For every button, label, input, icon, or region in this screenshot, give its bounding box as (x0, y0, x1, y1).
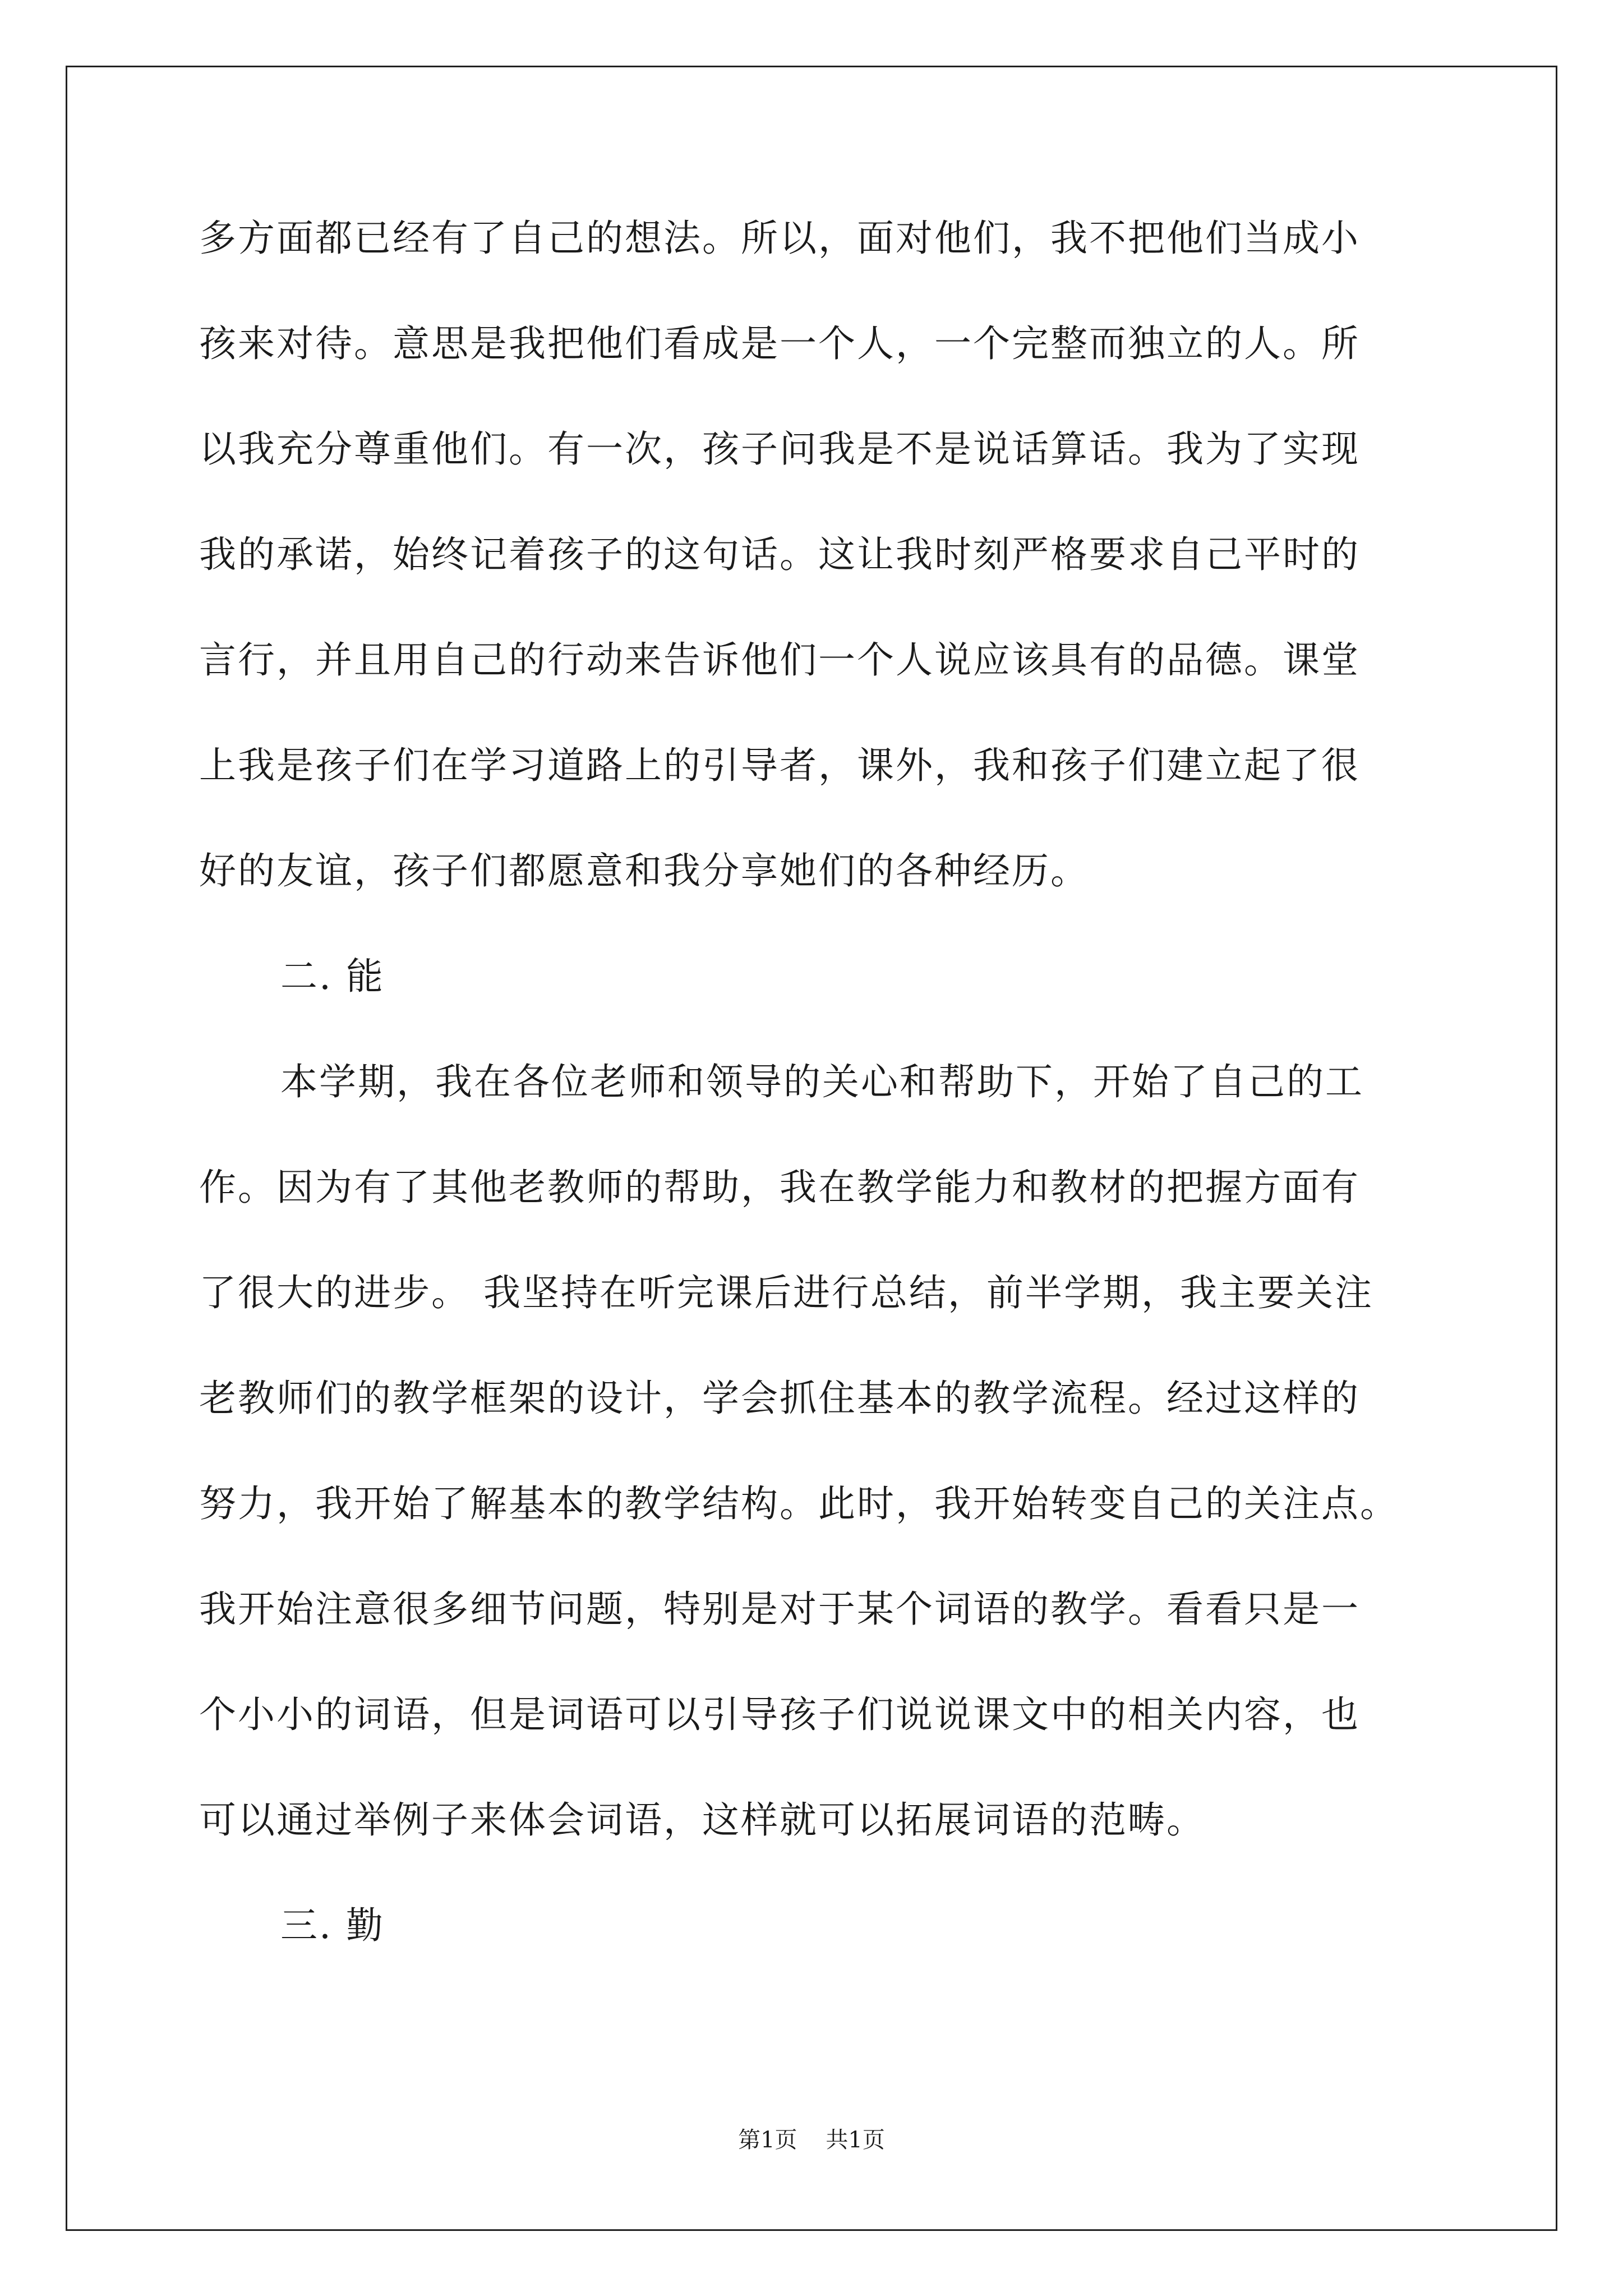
text-line: 多方面都已经有了自己的想法。所以，面对他们，我不把他们当成小 (199, 217, 1360, 260)
text-line: 言行，并且用自己的行动来告诉他们一个人说应该具有的品德。课堂 (199, 638, 1360, 682)
text-line: 老教师们的教学框架的设计，学会抓住基本的教学流程。经过这样的 (199, 1377, 1360, 1420)
text-line: 我开始注意很多细节问题，特别是对于某个词语的教学。看看只是一 (199, 1588, 1360, 1631)
document-body (199, 210, 1433, 2003)
text-line: 我的承诺，始终记着孩子的这句话。这让我时刻严格要求自己平时的 (199, 533, 1360, 576)
text-line: 以我充分尊重他们。有一次，孩子问我是不是说话算话。我为了实现 (199, 427, 1360, 471)
text-line: 本学期，我在各位老师和领导的关心和帮助下，开始了自己的工 (280, 1060, 1364, 1103)
text-line: 好的友谊，孩子们都愿意和我分享她们的各种经历。 (199, 849, 1089, 892)
text-line: 了很大的进步。 我坚持在听完课后进行总结，前半学期，我主要关注 (199, 1271, 1373, 1314)
text-line: 可以通过举例子来体会词语，这样就可以拓展词语的范畴。 (199, 1798, 1205, 1842)
text-line: 作。因为有了其他老教师的帮助，我在教学能力和教材的把握方面有 (199, 1166, 1360, 1209)
text-line: 孩来对待。意思是我把他们看成是一个人，一个完整而独立的人。所 (199, 322, 1360, 365)
page-footer: 第1页 共1页 (738, 2127, 885, 2153)
text-line: 上我是孩子们在学习道路上的引导者，课外，我和孩子们建立起了很 (199, 744, 1360, 787)
section-heading-neng: 二. 能 (280, 955, 385, 998)
section-heading-qin: 三. 勤 (280, 1904, 385, 1947)
text-line: 个小小的词语，但是词语可以引导孩子们说说课文中的相关内容，也 (199, 1693, 1360, 1736)
text-line: 努力，我开始了解基本的教学结构。此时，我开始转变自己的关注点。 (199, 1482, 1399, 1525)
